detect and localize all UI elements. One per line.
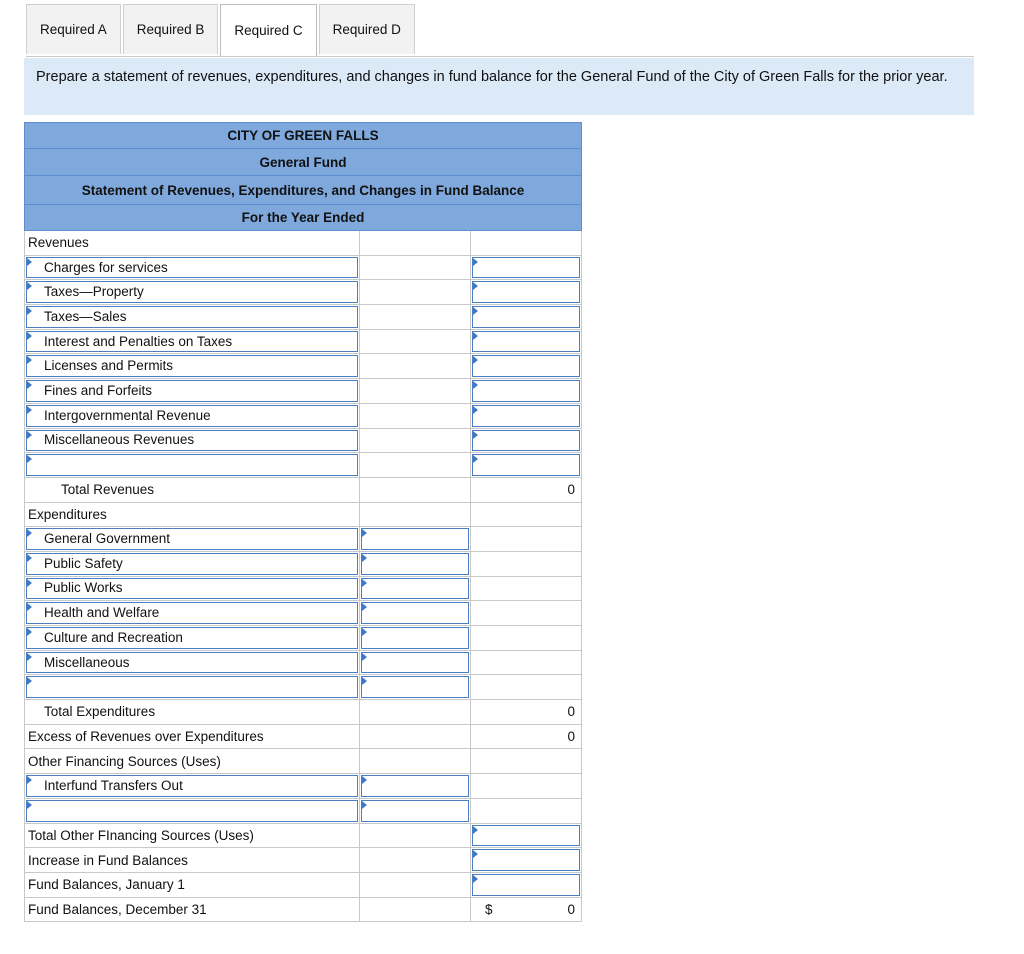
table-row [25, 255, 582, 280]
expenditure-amount-input[interactable] [360, 650, 471, 675]
tab-bar [26, 4, 417, 56]
header-row [25, 176, 582, 205]
revenue-item-input[interactable]: Taxes—Property [25, 280, 360, 305]
empty-cell [360, 453, 471, 478]
table-row [25, 576, 582, 601]
empty-cell [360, 502, 471, 527]
revenue-amount-input[interactable] [471, 428, 582, 453]
table-row [25, 428, 582, 453]
table-row [25, 675, 582, 700]
tab-required-d[interactable]: Required D [319, 4, 415, 54]
tab-required-a[interactable]: Required A [26, 4, 121, 54]
expenditure-item-input[interactable]: Miscellaneous [25, 650, 360, 675]
empty-cell [360, 280, 471, 305]
statement-entity: CITY OF GREEN FALLS [25, 123, 582, 149]
table-row [25, 749, 582, 774]
empty-cell [360, 305, 471, 330]
empty-cell [360, 428, 471, 453]
fund-balance-jan-input[interactable] [471, 872, 582, 897]
statement-fund: General Fund [25, 149, 582, 176]
empty-cell [360, 724, 471, 749]
tab-required-b[interactable]: Required B [123, 4, 219, 54]
table-row [25, 502, 582, 527]
other-financing-amount-input[interactable] [360, 774, 471, 799]
expenditure-item-input[interactable]: Public Safety [25, 551, 360, 576]
table-row [25, 403, 582, 428]
increase-label: Increase in Fund Balances [25, 848, 360, 873]
header-row [25, 123, 582, 149]
table-row [25, 774, 582, 799]
table-row [25, 626, 582, 651]
statement-title: Statement of Revenues, Expenditures, and Changes in Fund Balance [25, 176, 582, 205]
empty-cell [471, 576, 582, 601]
empty-cell [471, 601, 582, 626]
empty-cell [471, 798, 582, 823]
revenue-item-input[interactable]: Miscellaneous Revenues [25, 428, 360, 453]
tab-divider [26, 56, 974, 57]
fund-statement-table [24, 122, 582, 922]
expenditure-item-input[interactable]: Health and Welfare [25, 601, 360, 626]
expenditure-item-input[interactable] [25, 675, 360, 700]
table-row [25, 848, 582, 873]
table-row [25, 823, 582, 848]
empty-cell [360, 872, 471, 897]
expenditure-item-input[interactable]: General Government [25, 527, 360, 552]
fund-balance-jan-label: Fund Balances, January 1 [25, 872, 360, 897]
total-other-financing-label: Total Other FInancing Sources (Uses) [25, 823, 360, 848]
empty-cell [360, 749, 471, 774]
revenue-amount-input[interactable] [471, 255, 582, 280]
revenue-item-input[interactable] [25, 453, 360, 478]
expenditure-item-input[interactable]: Culture and Recreation [25, 626, 360, 651]
empty-cell [360, 477, 471, 502]
empty-cell [471, 675, 582, 700]
revenue-item-input[interactable]: Taxes—Sales [25, 305, 360, 330]
revenue-amount-input[interactable] [471, 379, 582, 404]
expenditure-amount-input[interactable] [360, 576, 471, 601]
table-row [25, 453, 582, 478]
table-row [25, 724, 582, 749]
empty-cell [360, 700, 471, 725]
excess-label: Excess of Revenues over Expenditures [25, 724, 360, 749]
empty-cell [360, 379, 471, 404]
table-row [25, 601, 582, 626]
table-row [25, 872, 582, 897]
table-row [25, 477, 582, 502]
other-financing-item-input[interactable]: Interfund Transfers Out [25, 774, 360, 799]
table-row [25, 897, 582, 922]
table-row [25, 551, 582, 576]
empty-cell [471, 626, 582, 651]
empty-cell [360, 255, 471, 280]
empty-cell [360, 848, 471, 873]
table-row [25, 798, 582, 823]
revenue-amount-input[interactable] [471, 354, 582, 379]
excess-value: 0 [471, 724, 582, 749]
total-other-financing-input[interactable] [471, 823, 582, 848]
fund-balance-dec-cell [471, 897, 582, 922]
fund-balance-dec-label: Fund Balances, December 31 [25, 897, 360, 922]
instruction-text: Prepare a statement of revenues, expenditures, and changes in fund balance for the General Fund of the City of Green Falls for the prior year. [24, 58, 974, 115]
expenditure-amount-input[interactable] [360, 675, 471, 700]
empty-cell [360, 329, 471, 354]
table-row [25, 527, 582, 552]
table-row [25, 231, 582, 256]
empty-cell [360, 354, 471, 379]
revenue-item-input[interactable]: Intergovernmental Revenue [25, 403, 360, 428]
revenue-item-input[interactable]: Interest and Penalties on Taxes [25, 329, 360, 354]
revenue-item-input[interactable]: Fines and Forfeits [25, 379, 360, 404]
empty-cell [471, 749, 582, 774]
empty-cell [471, 502, 582, 527]
revenue-amount-input[interactable] [471, 280, 582, 305]
empty-cell [471, 231, 582, 256]
empty-cell [471, 551, 582, 576]
revenue-item-input[interactable]: Charges for services [25, 255, 360, 280]
tab-required-c[interactable]: Required C [220, 4, 316, 56]
empty-cell [471, 774, 582, 799]
empty-cell [471, 527, 582, 552]
expenditures-heading: Expenditures [25, 502, 360, 527]
expenditure-amount-input[interactable] [360, 601, 471, 626]
expenditure-amount-input[interactable] [360, 551, 471, 576]
total-revenues-label: Total Revenues [25, 477, 360, 502]
currency-symbol: $ [485, 901, 493, 917]
increase-input[interactable] [471, 848, 582, 873]
empty-cell [360, 823, 471, 848]
empty-cell [360, 231, 471, 256]
revenue-amount-input[interactable] [471, 305, 582, 330]
expenditure-amount-input[interactable] [360, 527, 471, 552]
expenditure-item-input[interactable]: Public Works [25, 576, 360, 601]
statement-period: For the Year Ended [25, 205, 582, 231]
table-row [25, 280, 582, 305]
table-row [25, 354, 582, 379]
fund-balance-dec-value: 0 [567, 901, 576, 917]
table-row [25, 379, 582, 404]
revenue-item-input[interactable]: Licenses and Permits [25, 354, 360, 379]
empty-cell [471, 650, 582, 675]
total-revenues-value: 0 [471, 477, 582, 502]
revenue-amount-input[interactable] [471, 453, 582, 478]
header-row [25, 149, 582, 176]
revenue-amount-input[interactable] [471, 403, 582, 428]
header-row [25, 205, 582, 231]
empty-cell [360, 403, 471, 428]
table-row [25, 329, 582, 354]
other-financing-heading: Other Financing Sources (Uses) [25, 749, 360, 774]
empty-cell [360, 897, 471, 922]
table-row [25, 650, 582, 675]
total-expenditures-label: Total Expenditures [25, 700, 360, 725]
table-row [25, 305, 582, 330]
expenditure-amount-input[interactable] [360, 626, 471, 651]
total-expenditures-value: 0 [471, 700, 582, 725]
revenue-amount-input[interactable] [471, 329, 582, 354]
other-financing-item-input[interactable] [25, 798, 360, 823]
revenues-heading: Revenues [25, 231, 360, 256]
table-row [25, 700, 582, 725]
other-financing-amount-input[interactable] [360, 798, 471, 823]
